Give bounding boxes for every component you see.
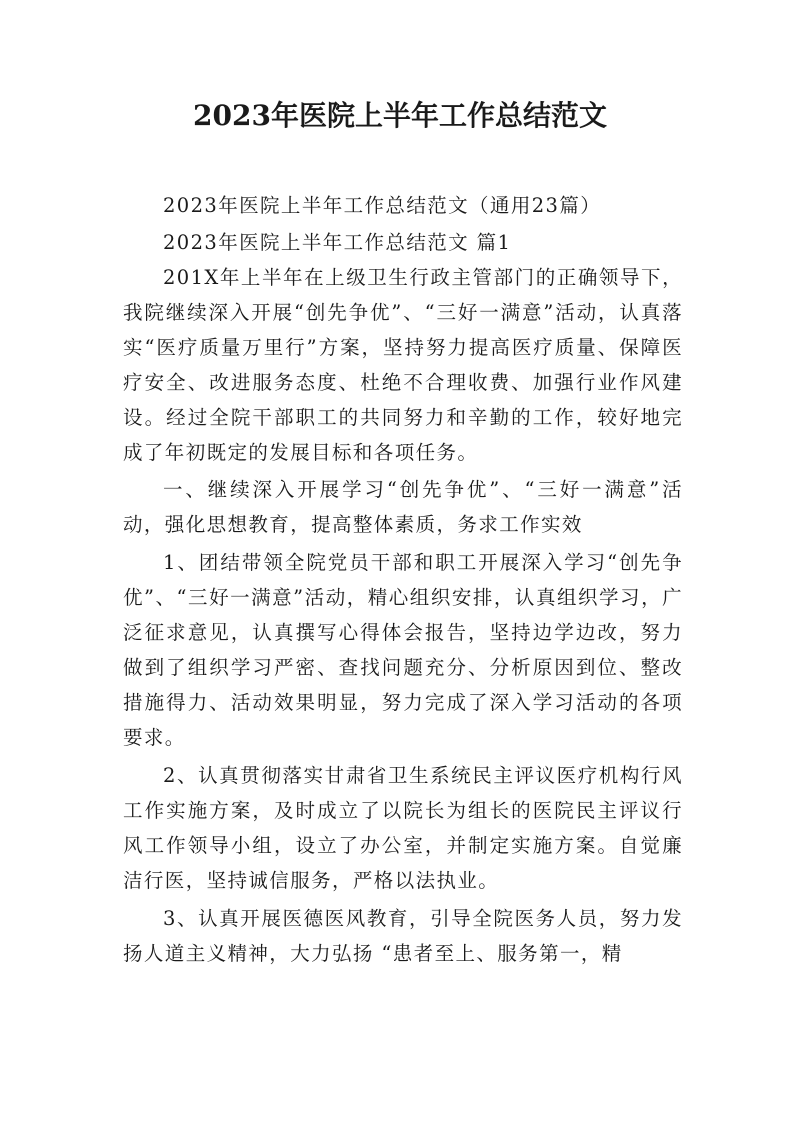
paragraph-section-label: 2023年医院上半年工作总结范文 篇1	[163, 231, 512, 254]
paragraph-intro: 201X年上半年在上级卫生行政主管部门的正确领导下，我院继续深入开展“创先争优”、“三好一满意”活动，认真落实“医疗质量万里行”方案，坚持努力提高医疗质量、保障医疗安全、改进服务态度、杜绝不合理收费、加强行业作风建设。经过全院干部职工的共同努力和辛勤的工作，较好地完成了年初既定的发展目标和各项任务。	[123, 266, 683, 464]
paragraph-item-1: 1、团结带领全院党员干部和职工开展深入学习“创先争优”、“三好一满意”活动，精心组织安排，认真组织学习，广泛征求意见，认真撰写心得体会报告，坚持边学边改，努力做到了组织学习严密、查找问题充分、分析原因到位、整改措施得力、活动效果明显，努力完成了深入学习活动的各项要求。	[123, 551, 683, 749]
paragraph-item-3: 3、认真开展医德医风教育，引导全院医务人员，努力发扬人道主义精神，大力弘扬 “患者至上、服务第一，精	[123, 907, 683, 965]
paragraph-subtitle: 2023年医院上半年工作总结范文（通用23篇）	[163, 194, 602, 217]
document-body	[123, 188, 683, 971]
document-title: 2023年医院上半年工作总结范文	[193, 99, 607, 132]
paragraph-item-2: 2、认真贯彻落实甘肃省卫生系统民主评议医疗机构行风工作实施方案，及时成立了以院长为组长的医院民主评议行风工作领导小组，设立了办公室，并制定实施方案。自觉廉洁行医，坚持诚信服务，严格以法执业。	[123, 764, 683, 892]
paragraph-heading-1: 一、继续深入开展学习“创先争优”、“三好一满意”活动，强化思想教育，提高整体素质，务求工作实效	[123, 478, 683, 536]
